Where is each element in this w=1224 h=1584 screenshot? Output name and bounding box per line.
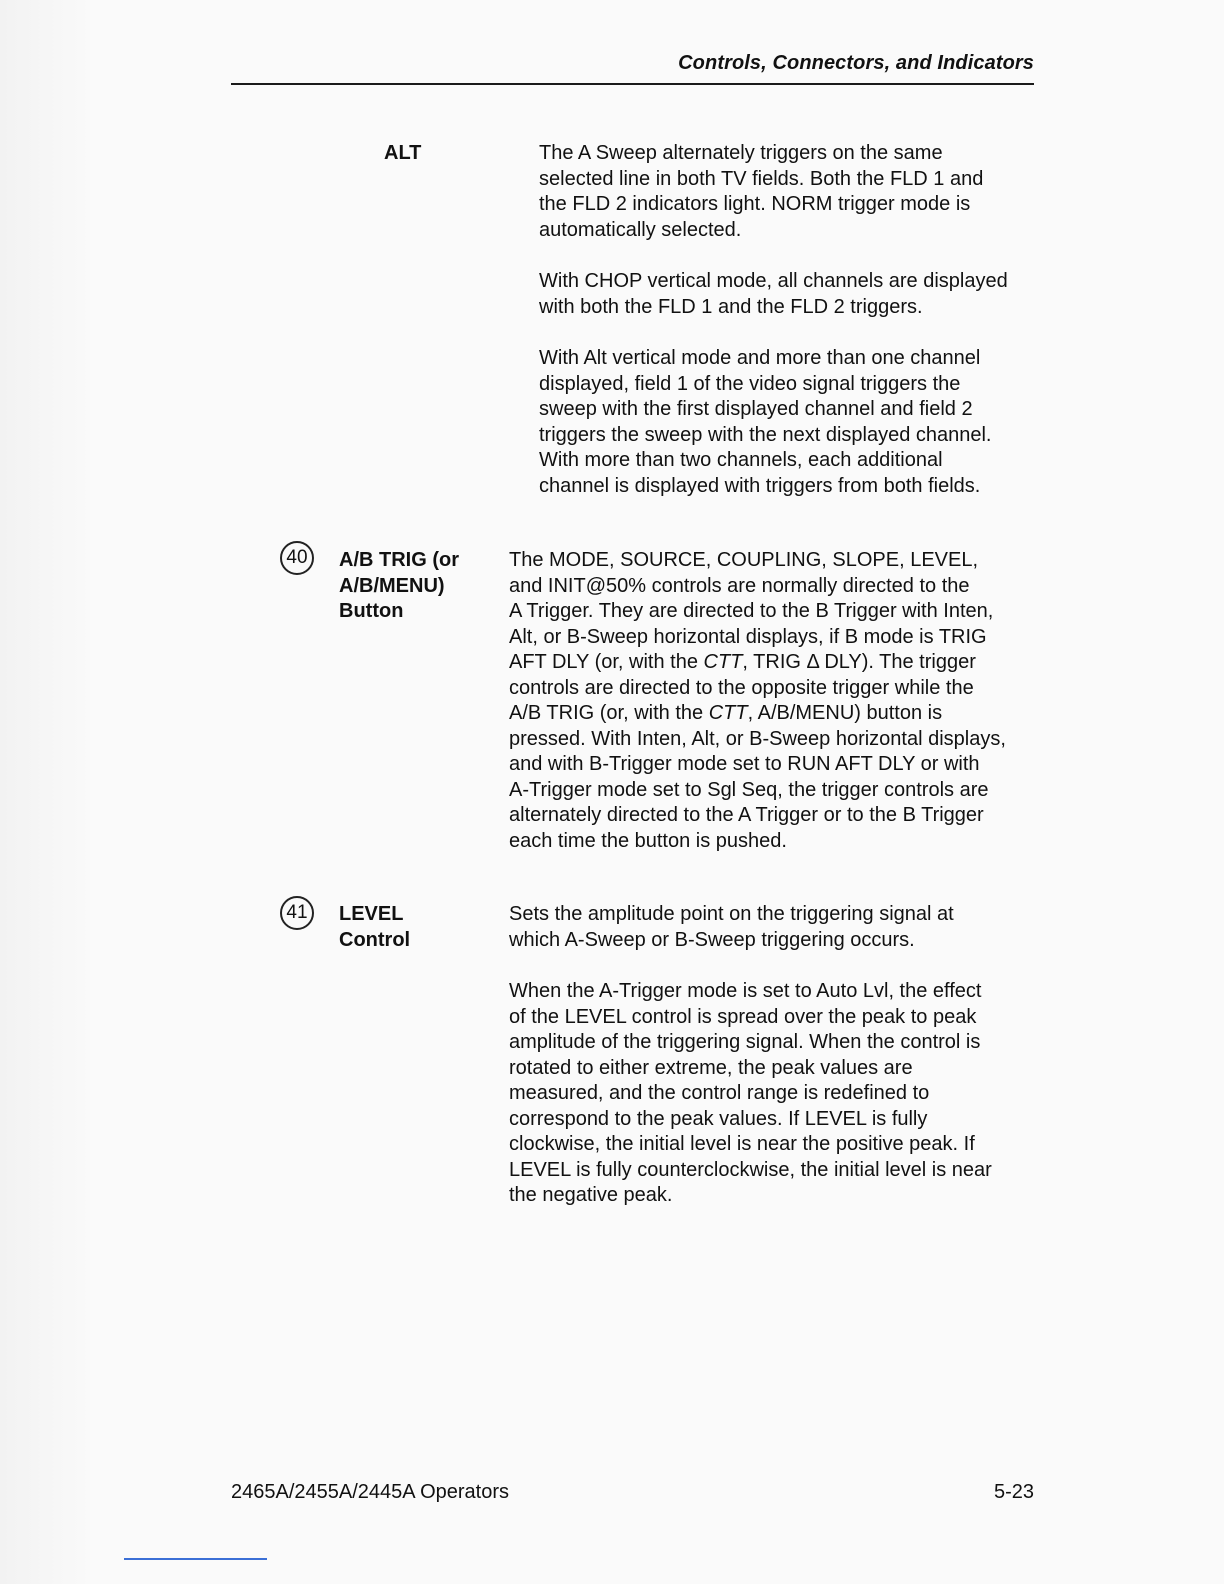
alt-paragraph-1: The A Sweep alternately triggers on the same selected line in both TV fields. Both the FLD 1 and the FLD 2 indicators light. NORM trigger mode is automatically selected. (539, 142, 984, 241)
level-label: LEVEL Control (339, 903, 411, 951)
header-rule (231, 83, 1034, 85)
running-header: Controls, Connectors, and Indicators (678, 52, 1034, 74)
ab-trig-description (509, 548, 1049, 854)
alt-paragraph-3: With Alt vertical mode and more than one channel displayed, field 1 of the video signal triggers the sweep with the first displayed channel and field 2 triggers the sweep with the next displayed channel. With more than two channels, each additional channel is displayed with triggers from both fields. (539, 347, 992, 497)
level-paragraph-1: Sets the amplitude point on the triggering signal at which A-Sweep or B-Sweep triggering occurs. (509, 903, 954, 951)
manual-title: 2465A/2455A/2445A Operators (231, 1481, 509, 1503)
alt-paragraph-2: With CHOP vertical mode, all channels are displayed with both the FLD 1 and the FLD 2 triggers. (539, 270, 1008, 318)
alt-description (539, 141, 1059, 499)
ab-trig-label: A/B TRIG (or A/B/MENU) Button (339, 549, 459, 622)
ab-trig-paragraph-1: The MODE, SOURCE, COUPLING, SLOPE, LEVEL, and INIT@50% controls are normally directed to the A Trigger. They are directed to the B Trigger with Inten, Alt, or B-Sweep horizontal displays, if B mode is TRIG AFT DLY (or, with the CTT, TRIG Δ DLY). The trigger controls are directed to the opposite trigger while the A/B TRIG (or, with the CTT, A/B/MENU) button is pressed. With Inten, Alt, or B-Sweep horizontal displays, and with B-Trigger mode set to RUN AFT DLY or with A-Trigger mode set to Sgl Seq, the trigger controls are alternately directed to the A Trigger or to the B Trigger each time the button is pushed. (509, 549, 1006, 852)
callout-number-40: 40 (280, 541, 314, 575)
alt-label: ALT (384, 142, 422, 164)
page-number: 5-23 (993, 1481, 1034, 1503)
page-margin (0, 0, 92, 1584)
level-paragraph-2: When the A-Trigger mode is set to Auto Lvl, the effect of the LEVEL control is spread over the peak to peak amplitude of the triggering signal. When the control is rotated to either extreme, the peak values are measured, and the control range is redefined to correspond to the peak values. If LEVEL is fully clockwise, the initial level is near the positive peak. If LEVEL is fully counterclockwise, the initial level is near the negative peak. (509, 980, 992, 1206)
link-underline[interactable] (124, 1558, 267, 1560)
callout-number-41: 41 (280, 896, 314, 930)
level-description (509, 902, 1049, 1209)
